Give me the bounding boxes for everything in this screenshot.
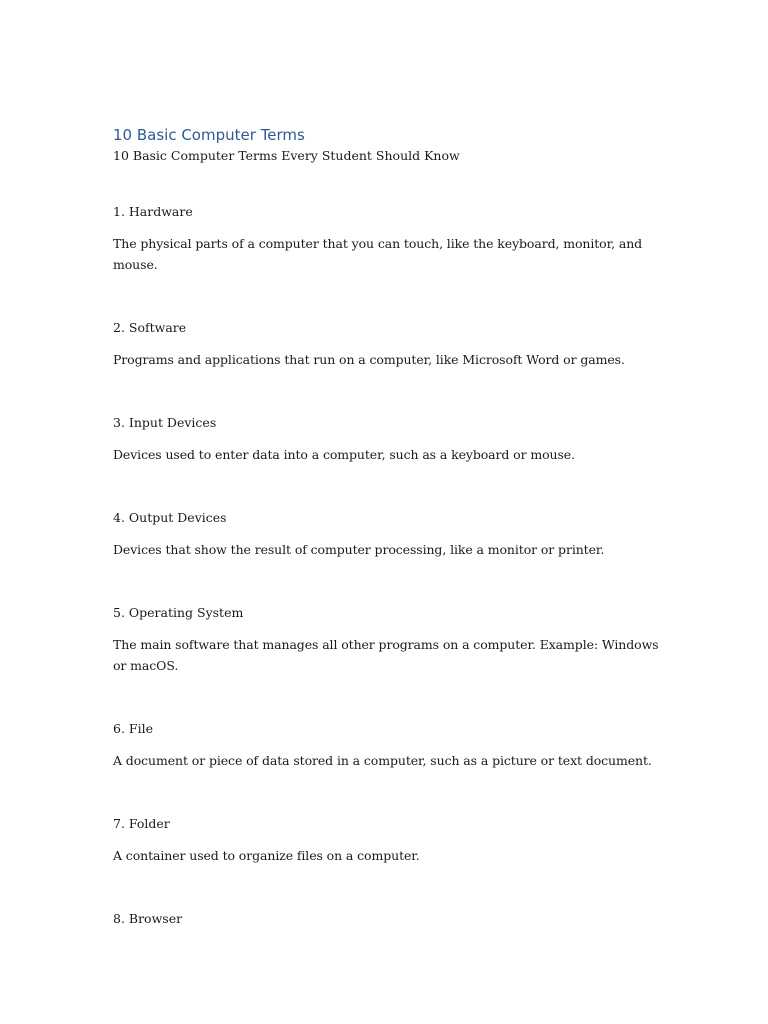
term-item <box>113 815 673 866</box>
term-heading: 7. Folder <box>113 816 170 831</box>
term-heading: 1. Hardware <box>113 204 193 219</box>
term-heading: 6. File <box>113 721 153 736</box>
term-item <box>113 509 673 560</box>
term-item <box>113 203 673 275</box>
document-subtitle: 10 Basic Computer Terms Every Student Should Know <box>113 148 460 163</box>
term-item <box>113 720 673 771</box>
document-title: 10 Basic Computer Terms <box>113 126 305 144</box>
term-definition: The physical parts of a computer that you can touch, like the keyboard, monitor, and mouse. <box>113 236 643 272</box>
term-definition: A document or piece of data stored in a computer, such as a picture or text document. <box>113 753 652 768</box>
term-definition: Devices used to enter data into a computer, such as a keyboard or mouse. <box>113 447 575 462</box>
term-definition: A container used to organize files on a computer. <box>113 848 420 863</box>
terms-list <box>113 203 673 928</box>
term-heading: 4. Output Devices <box>113 510 227 525</box>
term-heading: 5. Operating System <box>113 605 244 620</box>
term-item <box>113 319 673 370</box>
term-item <box>113 414 673 465</box>
term-definition: Devices that show the result of computer processing, like a monitor or printer. <box>113 542 605 557</box>
term-definition: The main software that manages all other programs on a computer. Example: Windows or macOS. <box>113 637 659 673</box>
term-heading: 8. Browser <box>113 911 183 926</box>
document-content <box>113 124 673 972</box>
term-item <box>113 604 673 676</box>
term-heading: 3. Input Devices <box>113 415 217 430</box>
term-definition: Programs and applications that run on a computer, like Microsoft Word or games. <box>113 352 625 367</box>
term-item <box>113 910 673 928</box>
term-heading: 2. Software <box>113 320 187 335</box>
